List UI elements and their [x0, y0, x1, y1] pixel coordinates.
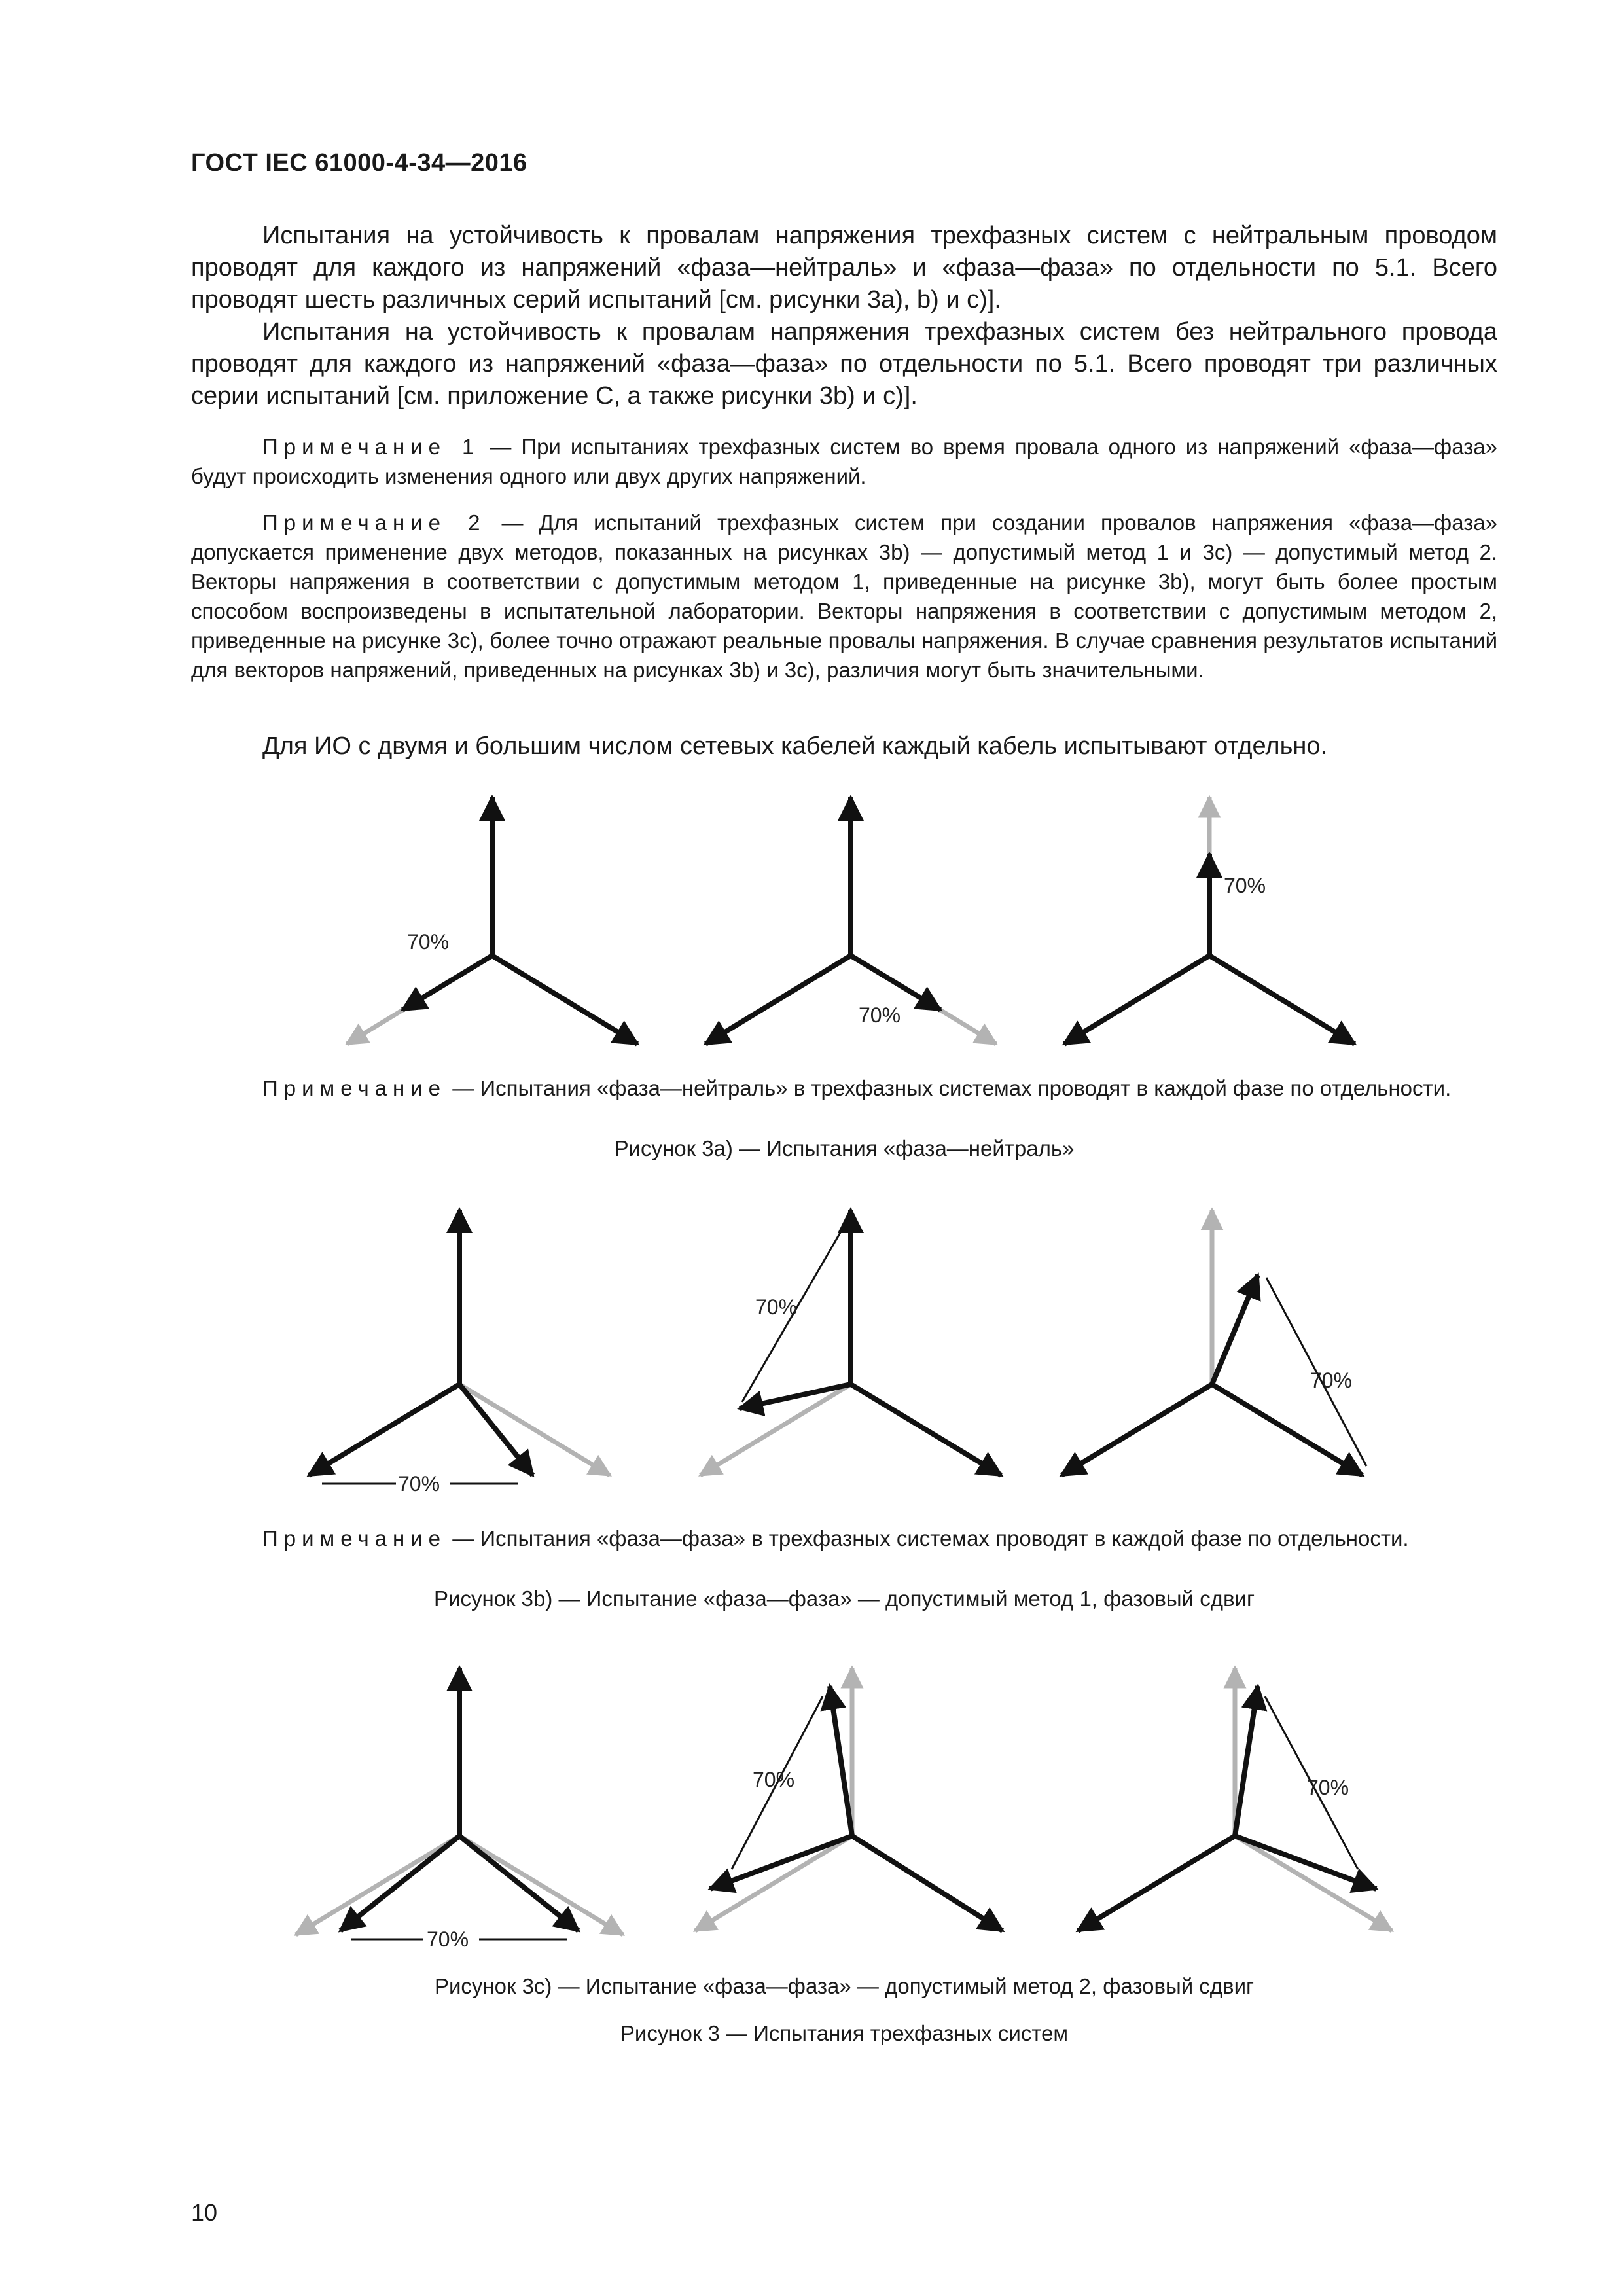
paragraph-after-notes-block — [191, 730, 1497, 762]
dip-label: 70% — [859, 1003, 901, 1027]
phase-vector — [309, 1384, 459, 1475]
document-header: ГОСТ IEC 61000-4-34—2016 — [191, 149, 527, 177]
note-2-text: — Для испытаний трехфазных систем при создании провалов напряжения «фаза—фаза» допускается применение двух методов, показанных на рисунках 3b) — допустимый метод 1 и 3с) — допустимый метод 2. Векторы напряжения в соответствии с допустимым методом 1, приведенные на рисунке 3b), могут быть более простым способом воспроизведены в испытательной лаборатории. Векторы напряжения в соответствии с допустимым методом 2, приведенные на рисунке 3с), более точно отражают реальные провалы напряжения. В случае сравнения результатов испытаний для векторов напряжений, приведенных на рисунках 3b) и 3с), различия могут быть значительными. — [191, 511, 1498, 682]
dip-label: 70% — [398, 1472, 440, 1496]
paragraph-1: Испытания на устойчивость к провалам напряжения трехфазных систем с нейтральным проводом проводят для каждого из напряжений «фаза—нейтраль» и «фаза—фаза» по отдельности по 5.1. Всего проводят шесть различных серий испытаний [см. рисунки 3а), b) и с)]. — [191, 222, 1497, 314]
fig3c-diagram-2 — [695, 1668, 1003, 1931]
reference-vector — [296, 1836, 459, 1935]
figure-3b-diagram — [191, 1198, 1497, 1505]
fig3b-diagram-3 — [1061, 1210, 1366, 1475]
figure-3b-note-label: Примечание — [262, 1526, 447, 1551]
note-2 — [191, 508, 1497, 685]
phase-vector — [1212, 1384, 1363, 1475]
figure-3-title: Рисунок 3 — Испытания трехфазных систем — [620, 2021, 1069, 2045]
note-1-text: — При испытаниях трехфазных систем во время провала одного из напряжений «фаза—фаза» будут происходить изменения одного или двух других напряжений. — [191, 435, 1498, 488]
dip-label: 70% — [755, 1295, 798, 1319]
figure-3a-caption: Рисунок 3а) — Испытания «фаза—нейтраль» — [614, 1136, 1075, 1160]
note-2-label: Примечание 2 — [262, 511, 486, 535]
dipped-vector — [851, 956, 940, 1010]
phase-vector — [1061, 1384, 1212, 1475]
phase-vector — [1078, 1836, 1235, 1931]
dip-label: 70% — [407, 930, 450, 954]
fig3a-diagram-2 — [705, 797, 996, 1044]
phase-vector — [705, 956, 851, 1044]
shifted-vector — [1235, 1686, 1258, 1836]
fig3b-diagram-2 — [700, 1210, 1001, 1475]
shifted-vector — [1212, 1275, 1258, 1384]
figure-3b-caption: Рисунок 3b) — Испытание «фаза—фаза» — допустимый метод 1, фазовый сдвиг — [434, 1587, 1255, 1611]
dip-label: 70% — [427, 1928, 469, 1951]
phase-vector — [852, 1836, 1003, 1931]
note-1-label: Примечание 1 — [262, 435, 480, 459]
dip-label: 70% — [1307, 1776, 1349, 1799]
shifted-vector — [830, 1686, 852, 1836]
phase-vector — [1209, 956, 1355, 1044]
figure-3b-note — [191, 1524, 1497, 1553]
figure-3b-note-text: — Испытания «фаза—фаза» в трехфазных системах проводят в каждой фазе по отдельности. — [452, 1526, 1409, 1551]
reference-vector — [459, 1836, 623, 1935]
fig3a-diagram-1 — [347, 797, 637, 1044]
dip-label: 70% — [1310, 1369, 1353, 1392]
figure-3a-note — [191, 1073, 1497, 1103]
phase-vector — [1064, 956, 1209, 1044]
paragraph-3: Для ИО с двумя и большим числом сетевых кабелей каждый кабель испытывают отдельно. — [262, 732, 1328, 760]
dipped-vector — [402, 956, 492, 1010]
intro-paragraphs — [191, 220, 1497, 412]
reference-vector — [459, 1384, 610, 1475]
note-1 — [191, 432, 1497, 491]
figure-3a-diagram — [191, 785, 1497, 1067]
fig3b-diagram-1 — [309, 1210, 610, 1496]
phase-vector — [851, 1384, 1001, 1475]
reference-vector — [700, 1384, 851, 1475]
fig3c-diagram-3 — [1078, 1668, 1392, 1931]
figure-3a-note-label: Примечание — [262, 1076, 447, 1100]
shifted-vector — [459, 1836, 579, 1931]
figure-3c-caption: Рисунок 3с) — Испытание «фаза—фаза» — допустимый метод 2, фазовый сдвиг — [434, 1974, 1255, 1998]
fig3c-diagram-1 — [296, 1668, 623, 1951]
paragraph-2: Испытания на устойчивость к провалам напряжения трехфазных систем без нейтрального провода проводят для каждого из напряжений «фаза—фаза» по отдельности по 5.1. Всего проводят три различных серии испытаний [см. приложение С, а также рисунки 3b) и с)]. — [191, 318, 1497, 410]
dip-label: 70% — [753, 1768, 795, 1791]
shifted-vector — [340, 1836, 459, 1931]
page-number: 10 — [191, 2199, 218, 2226]
figure-3c-diagram — [191, 1656, 1497, 1964]
shifted-vector — [459, 1384, 533, 1475]
dip-label: 70% — [1224, 874, 1266, 897]
fig3a-diagram-3 — [1064, 797, 1355, 1044]
phase-vector — [492, 956, 637, 1044]
figure-3a-note-text: — Испытания «фаза—нейтраль» в трехфазных системах проводят в каждой фазе по отдельности. — [452, 1076, 1452, 1100]
